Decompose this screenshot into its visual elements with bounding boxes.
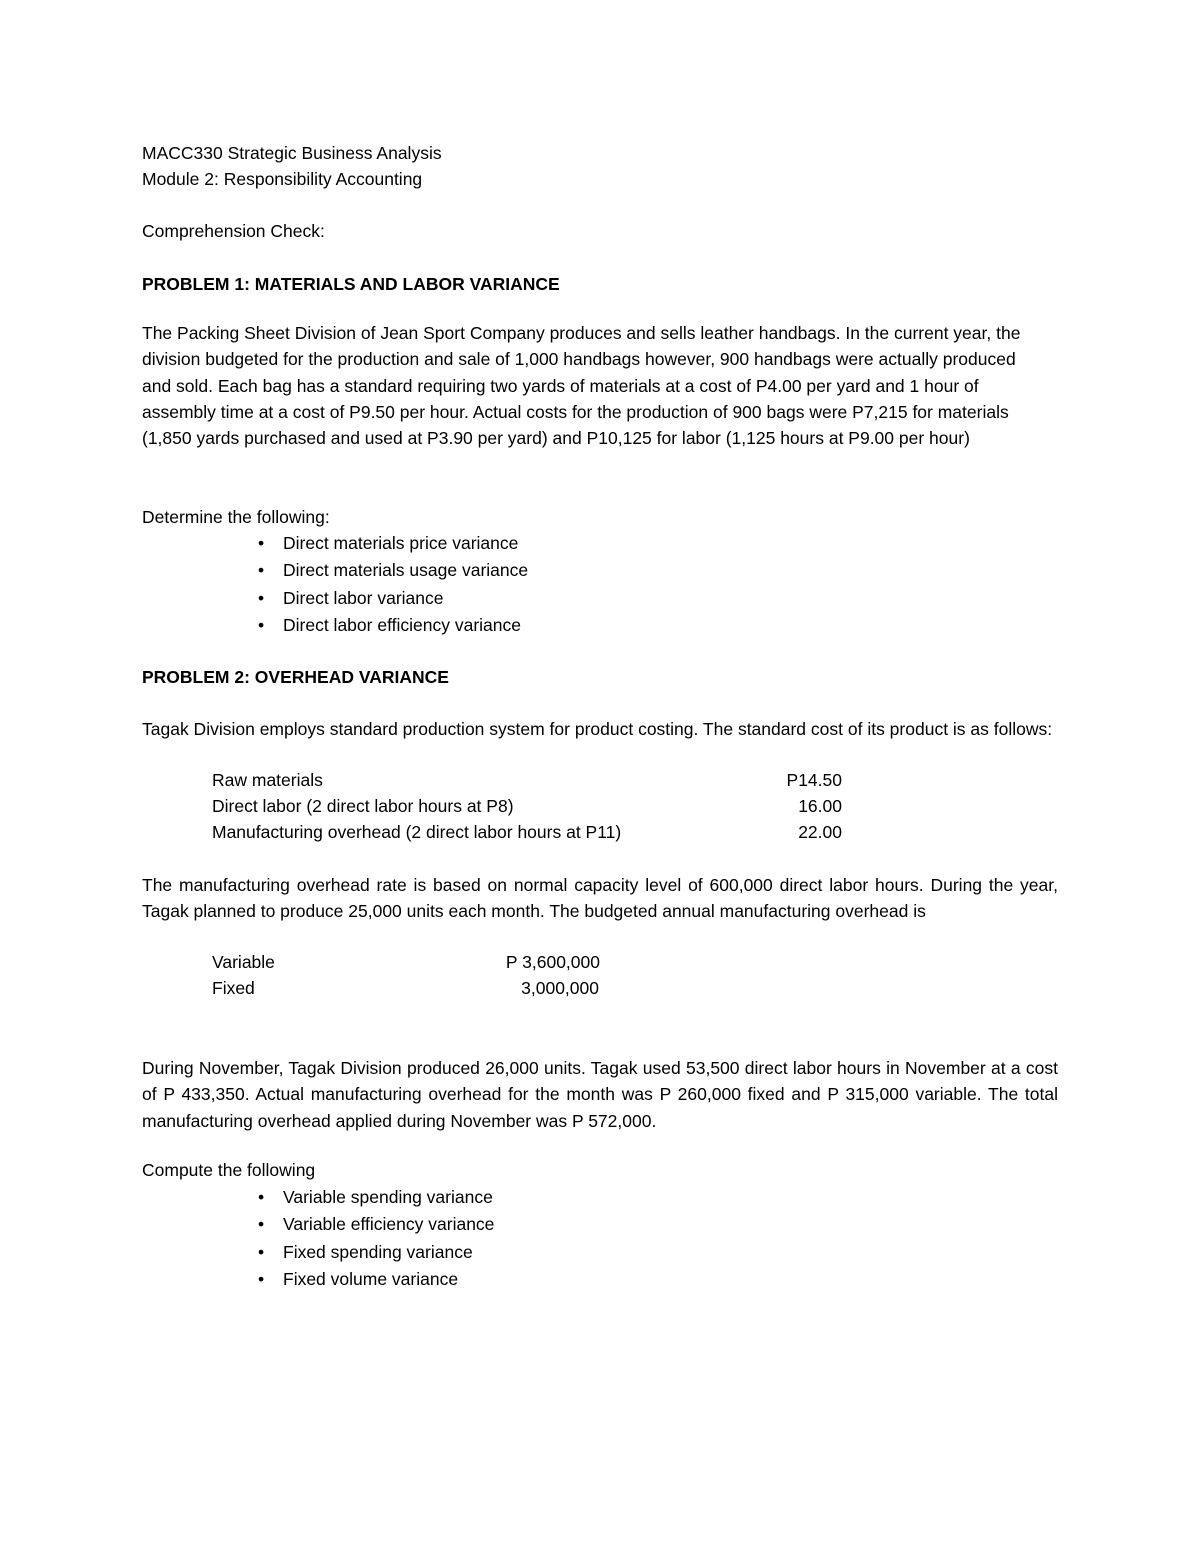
problem1-list	[142, 530, 528, 639]
standard-cost-row: Manufacturing overhead (2 direct labor hours at P11) 22.00	[212, 822, 842, 842]
standard-cost-row: Direct labor (2 direct labor hours at P8) 16.00	[212, 796, 842, 816]
list-item: • Direct materials usage variance	[142, 557, 528, 584]
problem2-overhead-text: The manufacturing overhead rate is based on normal capacity level of 600,000 direct labor hours. During the year, Tagak planned to produce 25,000 units each month. The budgeted annual manufacturing overhead is	[142, 875, 1058, 922]
bullet-icon: •	[258, 587, 265, 608]
bullet-icon: •	[258, 1214, 265, 1235]
bullet-icon: •	[258, 560, 265, 581]
problem2-november-text: During November, Tagak Division produced 26,000 units. Tagak used 53,500 direct labor hours in November at a cost of P 433,350. Actual manufacturing overhead for the month was P 260,000 fixed and P 315,000 variable. The total manufacturing overhead applied during November was P 572,000.	[142, 1058, 1058, 1131]
problem1-instruction: Determine the following:	[142, 507, 330, 527]
problem2-instruction: Compute the following	[142, 1160, 316, 1180]
document-page	[142, 0, 1062, 1553]
bullet-icon: •	[258, 1187, 265, 1207]
bullet-icon: •	[258, 533, 265, 553]
list-item: • Direct labor variance	[142, 585, 528, 612]
course-title: MACC330 Strategic Business Analysis	[142, 143, 442, 163]
list-item: • Variable spending variance	[142, 1184, 494, 1211]
list-item: • Direct labor efficiency variance	[142, 612, 528, 639]
standard-cost-row: Raw materials P14.50	[212, 770, 842, 790]
problem2-list	[142, 1184, 494, 1293]
section-label: Comprehension Check:	[142, 221, 325, 241]
budget-row: Fixed 3,000,000	[212, 978, 599, 998]
bullet-icon: •	[258, 1268, 265, 1289]
problem1-heading: PROBLEM 1: MATERIALS AND LABOR VARIANCE	[142, 274, 560, 294]
problem1-body: The Packing Sheet Division of Jean Sport Company produces and sells leather handbags. In the current year, the division budgeted for the production and sale of 1,000 handbags however, 900 handbags were actually produced and sold. Each bag has a standard requiring two yards of materials at a cost of P4.00 per yard and 1 hour of assembly time at a cost of P9.50 per hour. Actual costs for the production of 900 bags were P7,215 for materials (1,850 yards purchased and used at P3.90 per yard) and P10,125 for labor (1,125 hours at P9.00 per hour)	[142, 323, 1021, 449]
list-item: • Fixed volume variance	[142, 1266, 494, 1293]
budget-row: Variable P 3,600,000	[212, 952, 600, 972]
problem2-intro: Tagak Division employs standard production system for product costing. The standard cost of its product is as follows:	[142, 719, 1053, 739]
bullet-icon: •	[258, 614, 265, 635]
module-title: Module 2: Responsibility Accounting	[142, 169, 423, 189]
list-item: • Fixed spending variance	[142, 1239, 494, 1266]
list-item: • Direct materials price variance	[142, 530, 528, 557]
bullet-icon: •	[258, 1241, 265, 1262]
list-item: • Variable efficiency variance	[142, 1211, 494, 1238]
problem2-heading: PROBLEM 2: OVERHEAD VARIANCE	[142, 667, 449, 687]
